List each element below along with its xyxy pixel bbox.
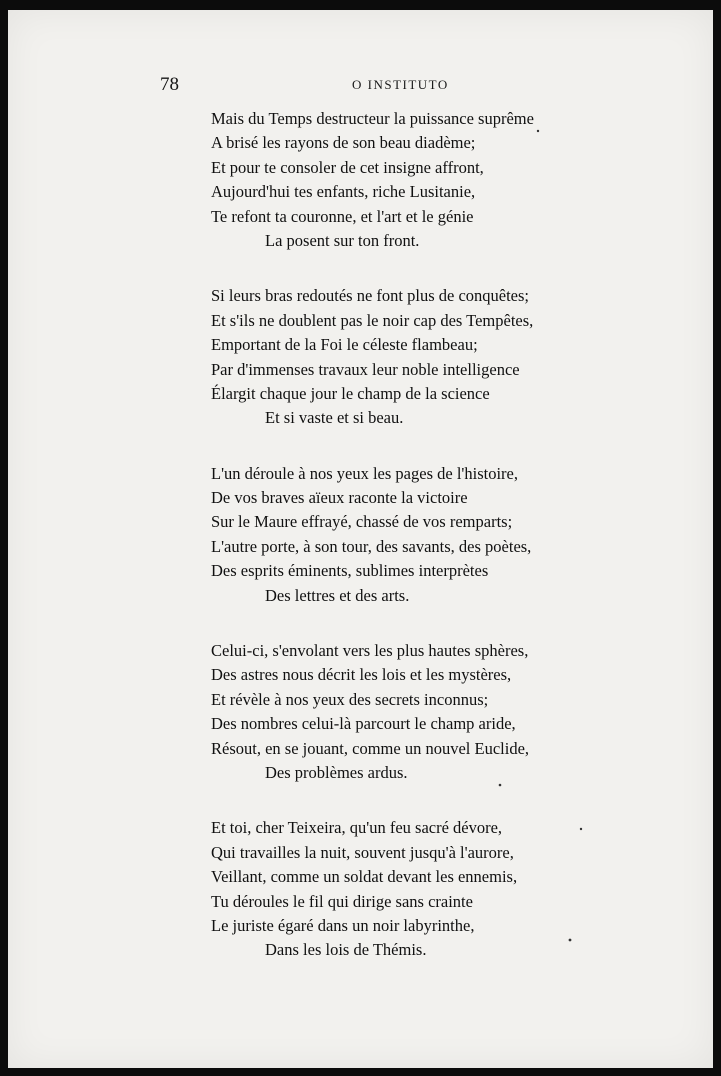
verse-line: Des astres nous décrit les lois et les mystères, (211, 665, 512, 685)
verse-line: Et révèle à nos yeux des secrets inconnus; (211, 689, 489, 709)
verse-line: Aujourd'hui tes enfants, riche Lusitanie, (211, 182, 476, 202)
page-number: 78 (160, 74, 179, 95)
verse-line: Mais du Temps destructeur la puissance suprême (211, 109, 534, 128)
verse-line: Élargit chaque jour le champ de la science (211, 383, 490, 403)
verse-line: Résout, en se jouant, comme un nouvel Euclide, (211, 738, 530, 758)
verse-line: L'un déroule à nos yeux les pages de l'histoire, (211, 463, 518, 483)
verse-line: Tu déroules le fil qui dirige sans crainte (211, 891, 473, 911)
stanza (211, 816, 651, 962)
stanza (211, 639, 651, 785)
stanza (211, 462, 651, 608)
verse-line: Celui-ci, s'envolant vers les plus hautes sphères, (211, 641, 529, 661)
verse-line: De vos braves aïeux raconte la victoire (211, 488, 468, 508)
verse-line: Si leurs bras redoutés ne font plus de conquêtes; (211, 286, 530, 306)
verse-line: Des nombres celui-là parcourt le champ aride, (211, 714, 516, 734)
verse-line: Et s'ils ne doublent pas le noir cap des Tempêtes, (211, 310, 534, 330)
verse-line: L'autre porte, à son tour, des savants, des poètes, (211, 536, 532, 556)
verse-line: Le juriste égaré dans un noir labyrinthe, (211, 915, 475, 935)
book-page (8, 10, 713, 1068)
verse-short-line: Des lettres et des arts. (265, 585, 410, 605)
stanza (211, 284, 651, 430)
verse-line: Par d'immenses travaux leur noble intelligence (211, 359, 520, 379)
verse-line: Sur le Maure effrayé, chassé de vos remparts; (211, 512, 513, 532)
running-title: O INSTITUTO (352, 77, 449, 92)
verse-line: Qui travailles la nuit, souvent jusqu'à l'aurore, (211, 842, 514, 862)
page-header (8, 74, 713, 98)
stanza (211, 107, 651, 253)
verse-line: A brisé les rayons de son beau diadème; (211, 133, 476, 153)
verse-line: Veillant, comme un soldat devant les ennemis, (211, 867, 518, 887)
poem (211, 107, 651, 994)
verse-line: Et toi, cher Teixeira, qu'un feu sacré dévore, (211, 818, 503, 838)
verse-short-line: La posent sur ton front. (265, 230, 420, 250)
verse-line: Et pour te consoler de cet insigne affront, (211, 157, 484, 177)
verse-short-line: Et si vaste et si beau. (265, 408, 404, 428)
verse-line: Emportant de la Foi le céleste flambeau; (211, 335, 478, 355)
verse-line: Des esprits éminents, sublimes interprètes (211, 561, 489, 581)
verse-short-line: Des problèmes ardus. (265, 762, 408, 782)
verse-short-line: Dans les lois de Thémis. (265, 940, 427, 960)
verse-line: Te refont ta couronne, et l'art et le génie (211, 206, 474, 226)
